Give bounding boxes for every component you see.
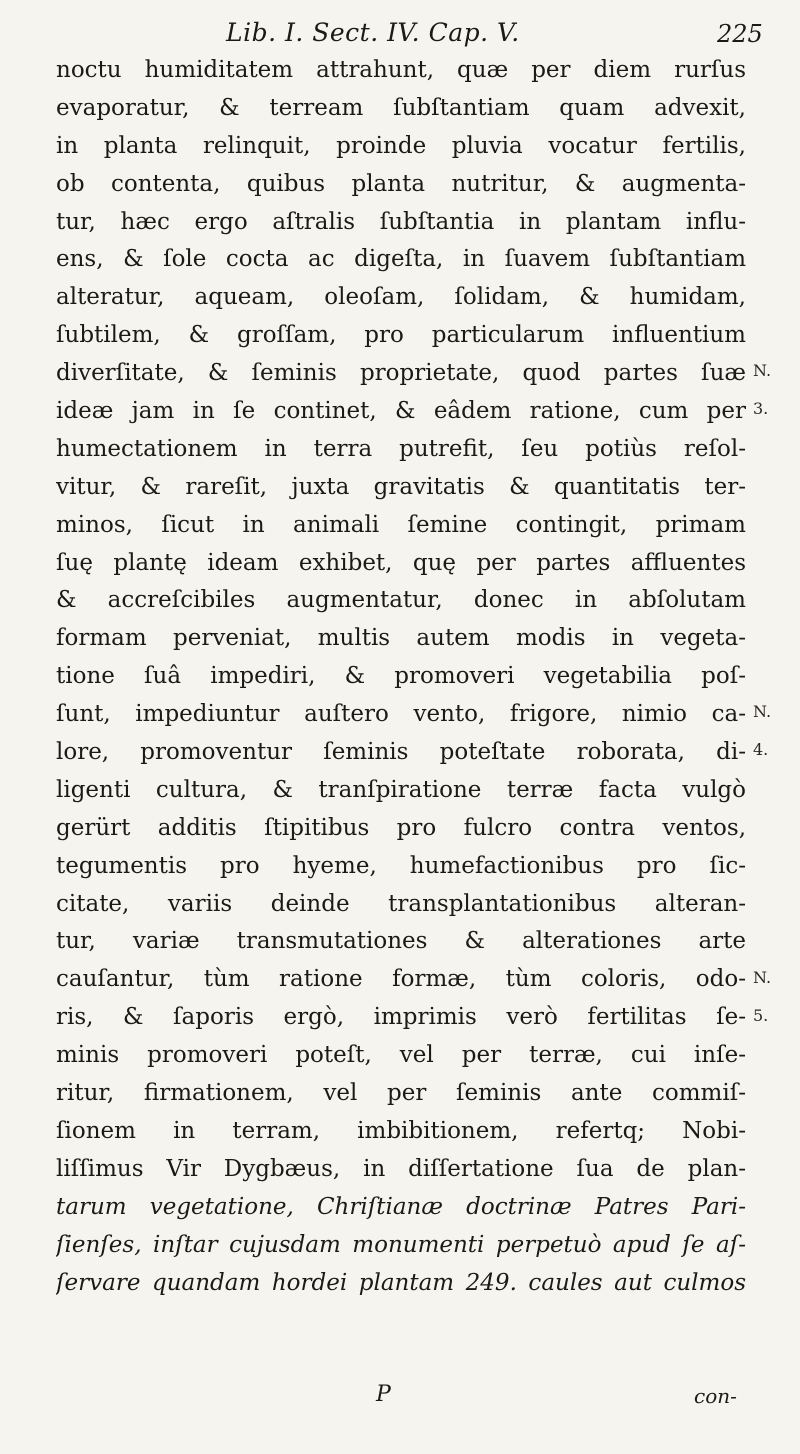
text-line: tur, hæc ergo aſtralis ſubſtantia in plantam influ- bbox=[56, 208, 746, 235]
margin-note: 4. bbox=[753, 740, 769, 760]
text-line: ſervare quandam hordei plantam 249. caules aut culmos bbox=[56, 1269, 746, 1296]
text-line: ritur, firmationem, vel per ſeminis ante commiſ- bbox=[56, 1080, 746, 1107]
text-line: citate, variis deinde transplantationibus alteran- bbox=[56, 890, 746, 917]
text-line: formam perveniat, multis autem modis in vegeta- bbox=[56, 625, 746, 652]
page-header bbox=[0, 14, 800, 54]
text-line: in planta relinquit, proinde pluvia vocatur fertilis, bbox=[56, 132, 746, 159]
signature-mark: P bbox=[376, 1382, 391, 1407]
text-line: evaporatur, & terream ſubſtantiam quam advexit, bbox=[56, 94, 746, 121]
text-line: lore, promoventur ſeminis poteſtate roborata, di- bbox=[56, 739, 746, 766]
text-line: & accreſcibiles augmentatur, donec in abſolutam bbox=[56, 587, 746, 614]
text-line: ob contenta, quibus planta nutritur, & augmenta- bbox=[56, 170, 746, 197]
text-line: tur, variæ transmutationes & alterationes arte bbox=[56, 928, 746, 955]
text-line: ſienſes, inſtar cujusdam monumenti perpetuò apud ſe aſ- bbox=[56, 1231, 746, 1258]
catchword: con- bbox=[694, 1384, 737, 1408]
page-footer bbox=[0, 1382, 800, 1416]
margin-note: 5. bbox=[753, 1005, 769, 1025]
text-line: ſunt, impediuntur auſtero vento, frigore, nimio ca- bbox=[56, 701, 746, 728]
text-line: vitur, & rareſit, juxta gravitatis & quantitatis ter- bbox=[56, 473, 746, 500]
margin-note: 3. bbox=[753, 399, 769, 419]
text-line: humectationem in terra putrefit, ſeu potiùs reſol- bbox=[56, 435, 746, 462]
text-line: minos, ſicut in animali ſemine contingit, primam bbox=[56, 511, 746, 538]
text-line: noctu humiditatem attrahunt, quæ per diem rurſus bbox=[56, 57, 746, 83]
text-line: alteratur, aqueam, oleoſam, ſolidam, & humidam, bbox=[56, 284, 746, 311]
text-line: ens, & ſole cocta ac digeſta, in ſuavem ſubſtantiam bbox=[56, 246, 746, 273]
text-line: tarum vegetatione, Chriſtianæ doctrinæ Patres Pari- bbox=[56, 1193, 746, 1220]
running-head: Lib. I. Sect. IV. Cap. V. bbox=[226, 18, 520, 47]
text-line: tegumentis pro hyeme, humefactionibus pro ſic- bbox=[56, 852, 746, 879]
text-line: ſubtilem, & groſſam, pro particularum influentium bbox=[56, 322, 746, 349]
page-number: 225 bbox=[717, 20, 763, 48]
text-line: liſſimus Vir Dygbæus, in diſſertatione ſua de plan- bbox=[56, 1155, 746, 1182]
margin-note: N. bbox=[753, 967, 772, 987]
text-line: tione ſuâ impediri, & promoveri vegetabilia poſ- bbox=[56, 663, 746, 690]
text-line: ligenti cultura, & tranſpiratione terræ facta vulgò bbox=[56, 776, 746, 803]
text-line: ideæ jam in ſe continet, & eâdem ratione, cum per bbox=[56, 398, 746, 425]
text-line: minis promoveri poteſt, vel per terræ, cui inſe- bbox=[56, 1042, 746, 1069]
body-text bbox=[56, 52, 772, 1302]
margin-note: N. bbox=[753, 361, 772, 381]
text-line: cauſantur, tùm ratione formæ, tùm coloris, odo- bbox=[56, 966, 746, 993]
text-line: gerürt additis ſtipitibus pro fulcro contra ventos, bbox=[56, 814, 746, 841]
text-line: diverſitate, & ſeminis proprietate, quod partes ſuæ bbox=[56, 360, 746, 387]
margin-note: N. bbox=[753, 702, 772, 722]
text-line: ris, & ſaporis ergò, imprimis verò fertilitas ſe- bbox=[56, 1004, 746, 1031]
text-line: ſionem in terram, imbibitionem, refertq; Nobi- bbox=[56, 1117, 746, 1144]
text-line: ſuę plantę ideam exhibet, quę per partes affluentes bbox=[56, 549, 746, 576]
